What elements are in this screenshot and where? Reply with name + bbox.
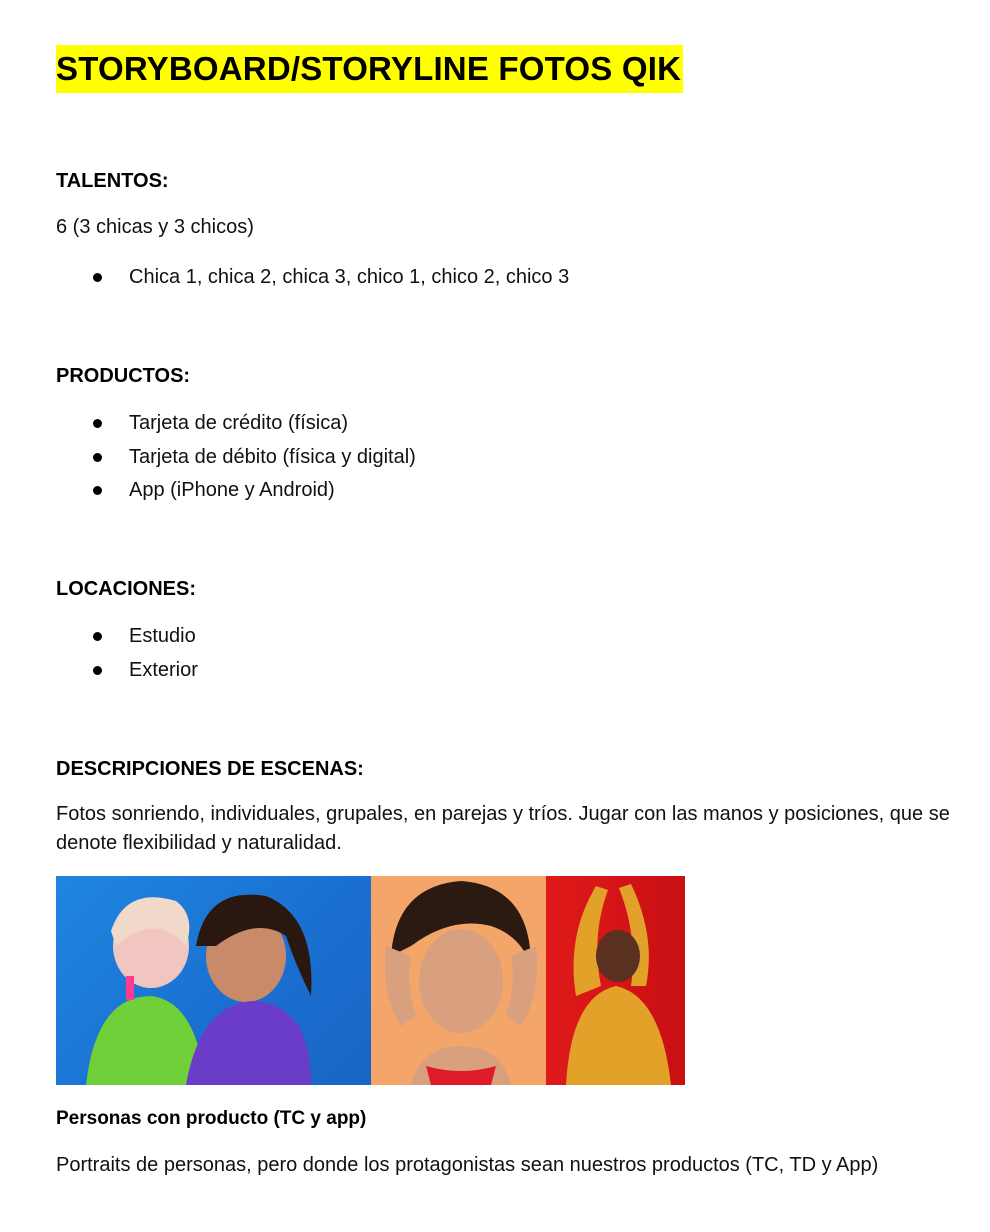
escenas-heading: DESCRIPCIONES DE ESCENAS: [56, 758, 364, 780]
locaciones-list [56, 620, 198, 687]
escenas-paragraph-line-1: Fotos sonriendo, individuales, grupales, en parejas y tríos. Jugar con las manos y posiciones, que se [56, 803, 950, 825]
talentos-heading: TALENTOS: [56, 170, 169, 192]
bullet-icon [93, 666, 102, 675]
productos-list [56, 407, 416, 508]
list-item: Tarjeta de crédito (física) [56, 407, 416, 441]
title-block [56, 45, 683, 93]
document-title: STORYBOARD/STORYLINE FOTOS QIK [56, 45, 683, 93]
photo-illustration [546, 876, 685, 1085]
bullet-icon [93, 419, 102, 428]
bullet-icon [93, 453, 102, 462]
photo-two-women-blue [56, 876, 371, 1085]
photo-curly-woman-peach [371, 876, 546, 1085]
talentos-list [56, 261, 569, 295]
talentos-summary: 6 (3 chicas y 3 chicos) [56, 216, 254, 238]
list-item: Chica 1, chica 2, chica 3, chico 1, chico 2, chico 3 [56, 261, 569, 295]
photo-dancing-man-red [546, 876, 685, 1085]
locaciones-heading: LOCACIONES: [56, 578, 196, 600]
escenas-paragraph-line-2: denote flexibilidad y naturalidad. [56, 832, 342, 854]
bullet-icon [93, 273, 102, 282]
personas-producto-heading: Personas con producto (TC y app) [56, 1108, 367, 1129]
photo-illustration [56, 876, 371, 1085]
list-item: Exterior [56, 654, 198, 688]
bullet-icon [93, 486, 102, 495]
bullet-icon [93, 632, 102, 641]
photo-illustration [371, 876, 546, 1085]
productos-heading: PRODUCTOS: [56, 365, 191, 387]
list-item: Estudio [56, 620, 198, 654]
personas-producto-paragraph: Portraits de personas, pero donde los protagonistas sean nuestros productos (TC, TD y App) [56, 1154, 879, 1176]
reference-photos [56, 876, 685, 1085]
list-item: App (iPhone y Android) [56, 474, 416, 508]
list-item: Tarjeta de débito (física y digital) [56, 441, 416, 475]
